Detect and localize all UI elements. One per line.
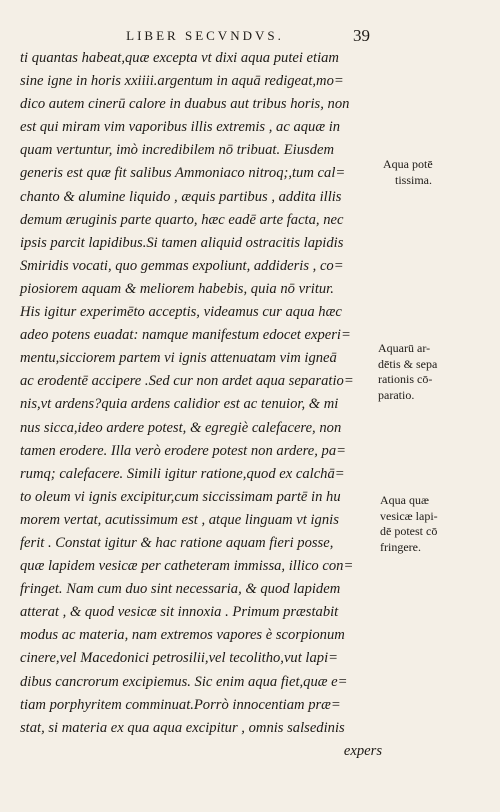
text-line: nus sicca,ideo ardere potest, & egregiè calefacere, non bbox=[20, 419, 342, 436]
text-line: nis,vt ardens?quia ardens calidior est ac tenuior, & mi bbox=[20, 396, 339, 413]
text-line: tamen erodere. Illa verò erodere potest non ardere, pa= bbox=[20, 442, 346, 459]
catchword: expers bbox=[343, 742, 382, 759]
text-line: mentu,sicciorem partem vi ignis attenuatam vim igneā bbox=[20, 350, 337, 367]
text-line: morem vertat, acutissimum est , atque linguam vt ignis bbox=[20, 511, 339, 528]
marginal-note-line: dē potest cō bbox=[380, 524, 438, 538]
text-line: quam vertuntur, imò incredibilem nō tribuat. Eiusdem bbox=[20, 142, 335, 159]
marginal-note bbox=[380, 493, 438, 555]
marginal-note-line: rationis cō- bbox=[378, 372, 433, 386]
text-line: Smiridis vocati, quo gemmas expoliunt, addideris , co= bbox=[20, 257, 344, 274]
text-line: generis est quæ fit salibus Ammoniaco nitroq;,tum cal= bbox=[20, 165, 346, 182]
text-line: His igitur experimēto acceptis, videamus cur aqua hæc bbox=[20, 304, 342, 321]
page-number: 39 bbox=[353, 26, 370, 45]
marginal-note-line: Aquarū ar- bbox=[378, 341, 431, 355]
text-line: modus ac materia, nam extremos vapores è scorpionum bbox=[20, 627, 345, 644]
marginal-note-line: tissima. bbox=[395, 172, 433, 187]
marginal-note-line: dētis & sepa bbox=[378, 356, 438, 371]
marginal-note-line: Aqua quæ bbox=[380, 493, 429, 507]
text-line: sine igne in horis xxiiii.argentum in aquā redigeat,mo= bbox=[20, 73, 344, 90]
text-line: ac erodentē accipere .Sed cur non ardet aqua separatio= bbox=[20, 373, 354, 390]
text-line: to oleum vi ignis excipitur,cum siccissimam partē in hu bbox=[20, 488, 341, 505]
text-line: ferit . Constat igitur & hac ratione aquam fieri posse, bbox=[20, 534, 334, 551]
running-head: LIBER SECVNDVS. bbox=[126, 28, 284, 43]
text-line: atterat , & quod vesicæ sit innoxia . Primum præstabit bbox=[20, 604, 339, 621]
marginal-note bbox=[378, 341, 437, 403]
text-line: chanto & alumine liquido , æquis partibus , addita illis bbox=[20, 188, 342, 205]
text-line: rumq; calefacere. Simili igitur ratione,quod ex calchā= bbox=[20, 465, 345, 482]
marginal-note-line: paratio. bbox=[378, 387, 415, 402]
text-line: cinere,vel Macedonici petrosilii,vel tecolitho,vut lapi= bbox=[20, 650, 338, 667]
body-text bbox=[20, 47, 382, 763]
text-line: adeo potens euadat: namque manifestum edocet experi= bbox=[20, 327, 351, 344]
text-line: dico autem cinerū calore in duabus aut tribus horis, non bbox=[20, 96, 350, 113]
text-line: quæ lapidem vesicæ per catheteram immissa, illico con= bbox=[20, 558, 354, 575]
marginal-note-line: vesicæ lapi- bbox=[380, 508, 438, 523]
marginal-note-line: Aqua potē bbox=[383, 157, 433, 171]
text-line: fringet. Nam cum duo sint necessaria, & quod lapidem bbox=[20, 581, 341, 598]
text-line: est qui miram vim vaporibus illis extremis , ac aquæ in bbox=[20, 119, 341, 136]
text-line: stat, si materia ex qua aqua excipitur , omnis salsedinis bbox=[20, 719, 345, 736]
marginal-note-line: fringere. bbox=[380, 539, 421, 554]
text-line: ti quantas habeat,quæ excepta vt dixi aqua putei etiam bbox=[20, 50, 339, 66]
text-line: tiam porphyritem comminuat.Porrò innocentiam præ= bbox=[20, 696, 341, 713]
text-line: ipsis parcit lapidibus.Si tamen aliquid ostracitis lapidis bbox=[20, 234, 344, 251]
marginal-note bbox=[383, 157, 433, 188]
text-line: demum æruginis parte quarto, hæc eadē arte facta, nec bbox=[20, 211, 344, 228]
text-line: piosiorem aquam & meliorem habebis, quia nō vritur. bbox=[20, 280, 334, 297]
text-line: dibus cancrorum excipiemus. Sic enim aqua fiet,quæ e= bbox=[20, 673, 348, 690]
